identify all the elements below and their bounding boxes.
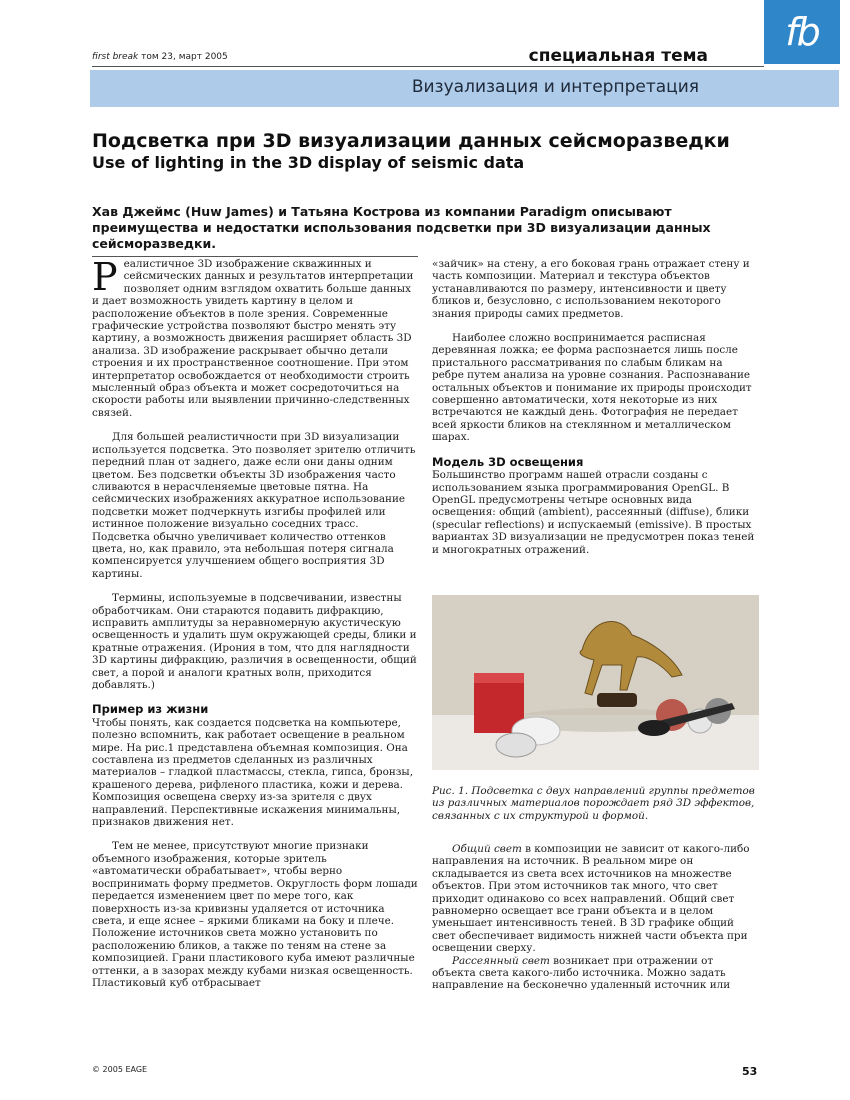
journal-logo: fb	[764, 0, 840, 64]
left-column	[92, 255, 418, 1001]
article-title-ru: Подсветка при 3D визуализации данных сейсморазведки	[92, 130, 730, 152]
header-rule	[92, 66, 764, 67]
term-emphasis: Общий свет	[452, 843, 522, 855]
paragraph: Большинство программ нашей отрасли созданы с использованием языка программирования OpenGL. В OpenGL предусмотрены четыре основных вида освещения: общий (ambient), рассеянный (diffuse), блики (specular reflections) и испускаемый (emissive). В простых вариантах 3D визуализации не предусмотрен показ теней и многократных отражений.	[432, 469, 755, 556]
running-header	[92, 52, 228, 62]
column-rule	[92, 256, 418, 257]
page-number: 53	[742, 1065, 758, 1078]
figure-photo	[432, 595, 759, 770]
paragraph: Чтобы понять, как создается подсветка на компьютере, полезно вспомнить, как работает освещение в реальном мире. На рис.1 представлена объемная композиция. Она составлена из предметов сделанных из различных материалов – гладкой пластмассы, стекла, гипса, бронзы, крашеного дерева, рифленого пластика, кожи и дерева. Композиция освещена сверху из-за зрителя с двух направлений. Перспективные искажения минимальны, признаков движения нет.	[92, 716, 414, 829]
objects-photo-illustration	[432, 595, 759, 770]
paragraph: Термины, используемые в подсвечивании, известны обработчикам. Они стараются подавить дифракцию, исправить амплитуды за неравномерную акустическую освещенность и удалить шум окружающей среды, блики и кратные отражения. (Ирония в том, что для наглядности 3D картины дифракцию, различия в освещенности, общий свет, а порой и аналоги кратных волн, приходится добавлять.)	[92, 592, 417, 691]
banner-text: Визуализация и интерпретация	[411, 77, 699, 97]
journal-name: first break	[92, 52, 139, 62]
copyright: © 2005 EAGE	[92, 1065, 148, 1074]
drop-cap: Р	[92, 255, 118, 299]
section-banner	[90, 70, 839, 107]
section-heading: Пример из жизни	[92, 702, 209, 717]
paragraph: Наиболее сложно воспринимается расписная деревянная ложка; ее форма распознается лишь после пристального рассматривания по слабым бликам на ребре путем анализа на уровне сознания. Распознавание остальных объектов и понимание их природы происходит совершенно автоматически, хотя некоторые из них встречаются не каждый день. Фотография не передает всей яркости бликов на стеклянном и металлическом шарах.	[432, 332, 752, 444]
paragraph: Тем не менее, присутствуют многие признаки объемного изображения, которые зритель «автоматически обрабатывает», чтобы верно воспринимать форму предметов. Округлость форм лошади передается изменением цвет по мере того, как поверхность из-за кривизны удаляется от источника света, и еще яснее – яркими бликами на боку и плече. Положение источников света можно установить по расположению бликов, а также по теням на стене за композицией. Грани пластикового куба имеют различные оттенки, а в зазорах между кубами низкая освещенность. Пластиковый куб отбрасывает	[92, 840, 418, 989]
article-lead: Хав Джеймс (Huw James) и Татьяна Кострова из компании Paradigm описывают преимущества и недостатки использования подсветки при 3D визуализации данных сейсморазведки.	[92, 204, 711, 251]
right-column-continued	[432, 843, 757, 1004]
article-title-en: Use of lighting in the 3D display of seismic data	[92, 153, 525, 172]
paragraph: Реалистичное 3D изображение скважинных и сейсмических данных и результатов интерпретации позволяет одним взглядом охватить больше данных и дает возможность увидеть картину в целом и расположение объектов в поле зрения. Современные графические устройства позволяют быстро менять эту картину, а возможность движения расширяет область 3D анализа. 3D изображение раскрывает обычно детали строения и их пространственное соотношение. При этом интерпретатор освобождается от необходимости строить мысленный образ объекта и может сосредоточиться на скорости работы или выявлении причинно-следственных связей.	[92, 255, 414, 419]
paragraph: Общий свет в композиции не зависит от какого-либо направления на источник. В реальном мире он складывается из света всех источников на множестве объектов. При этом источников так много, что свет приходит одинаково со всех направлений. Общий свет равномерно освещает все грани объекта и в целом уменьшает интенсивность теней. В 3D графике общий свет обеспечивает видимость нижней части объекта при освещении сверху.	[432, 843, 750, 955]
issue-info: том 23, март 2005	[141, 52, 228, 62]
term-emphasis: Рассеянный свет	[452, 954, 550, 967]
paragraph: Рассеянный свет возникает при отражении от объекта света какого-либо источника. Можно задать направление на бесконечно удаленный источник или	[432, 954, 731, 992]
section-title: специальная тема	[528, 46, 708, 66]
section-heading: Модель 3D освещения	[432, 454, 584, 469]
figure-caption: Рис. 1. Подсветка с двух направлений группы предметов из различных материалов порождает ряд 3D эффектов, связанных с их структурой и формой.	[432, 785, 755, 822]
paragraph: «зайчик» на стену, а его боковая грань отражает стену и часть композиции. Материал и текстура объектов устанавливаются по размеру, интенсивности и цвету бликов и, безусловно, с использованием некоторого знания природы самих предметов.	[432, 258, 750, 320]
paragraph: Для большей реалистичности при 3D визуализации используется подсветка. Это позволяет зрителю отличить передний план от заднего, даже если они даны одним цветом. Без подсветки объекты 3D изображения часто сливаются в нерасчленяемые цветовые пятна. На сейсмических изображениях аккуратное использование подсветки может подчеркнуть изгибы профилей или истинное положение визуально соседних трасс. Подсветка обычно увеличивает количество оттенков цвета, но, как правило, эта небольшая потеря сигнала компенсируется улучшением общего восприятия 3D картины.	[92, 431, 416, 580]
right-column	[432, 258, 757, 568]
